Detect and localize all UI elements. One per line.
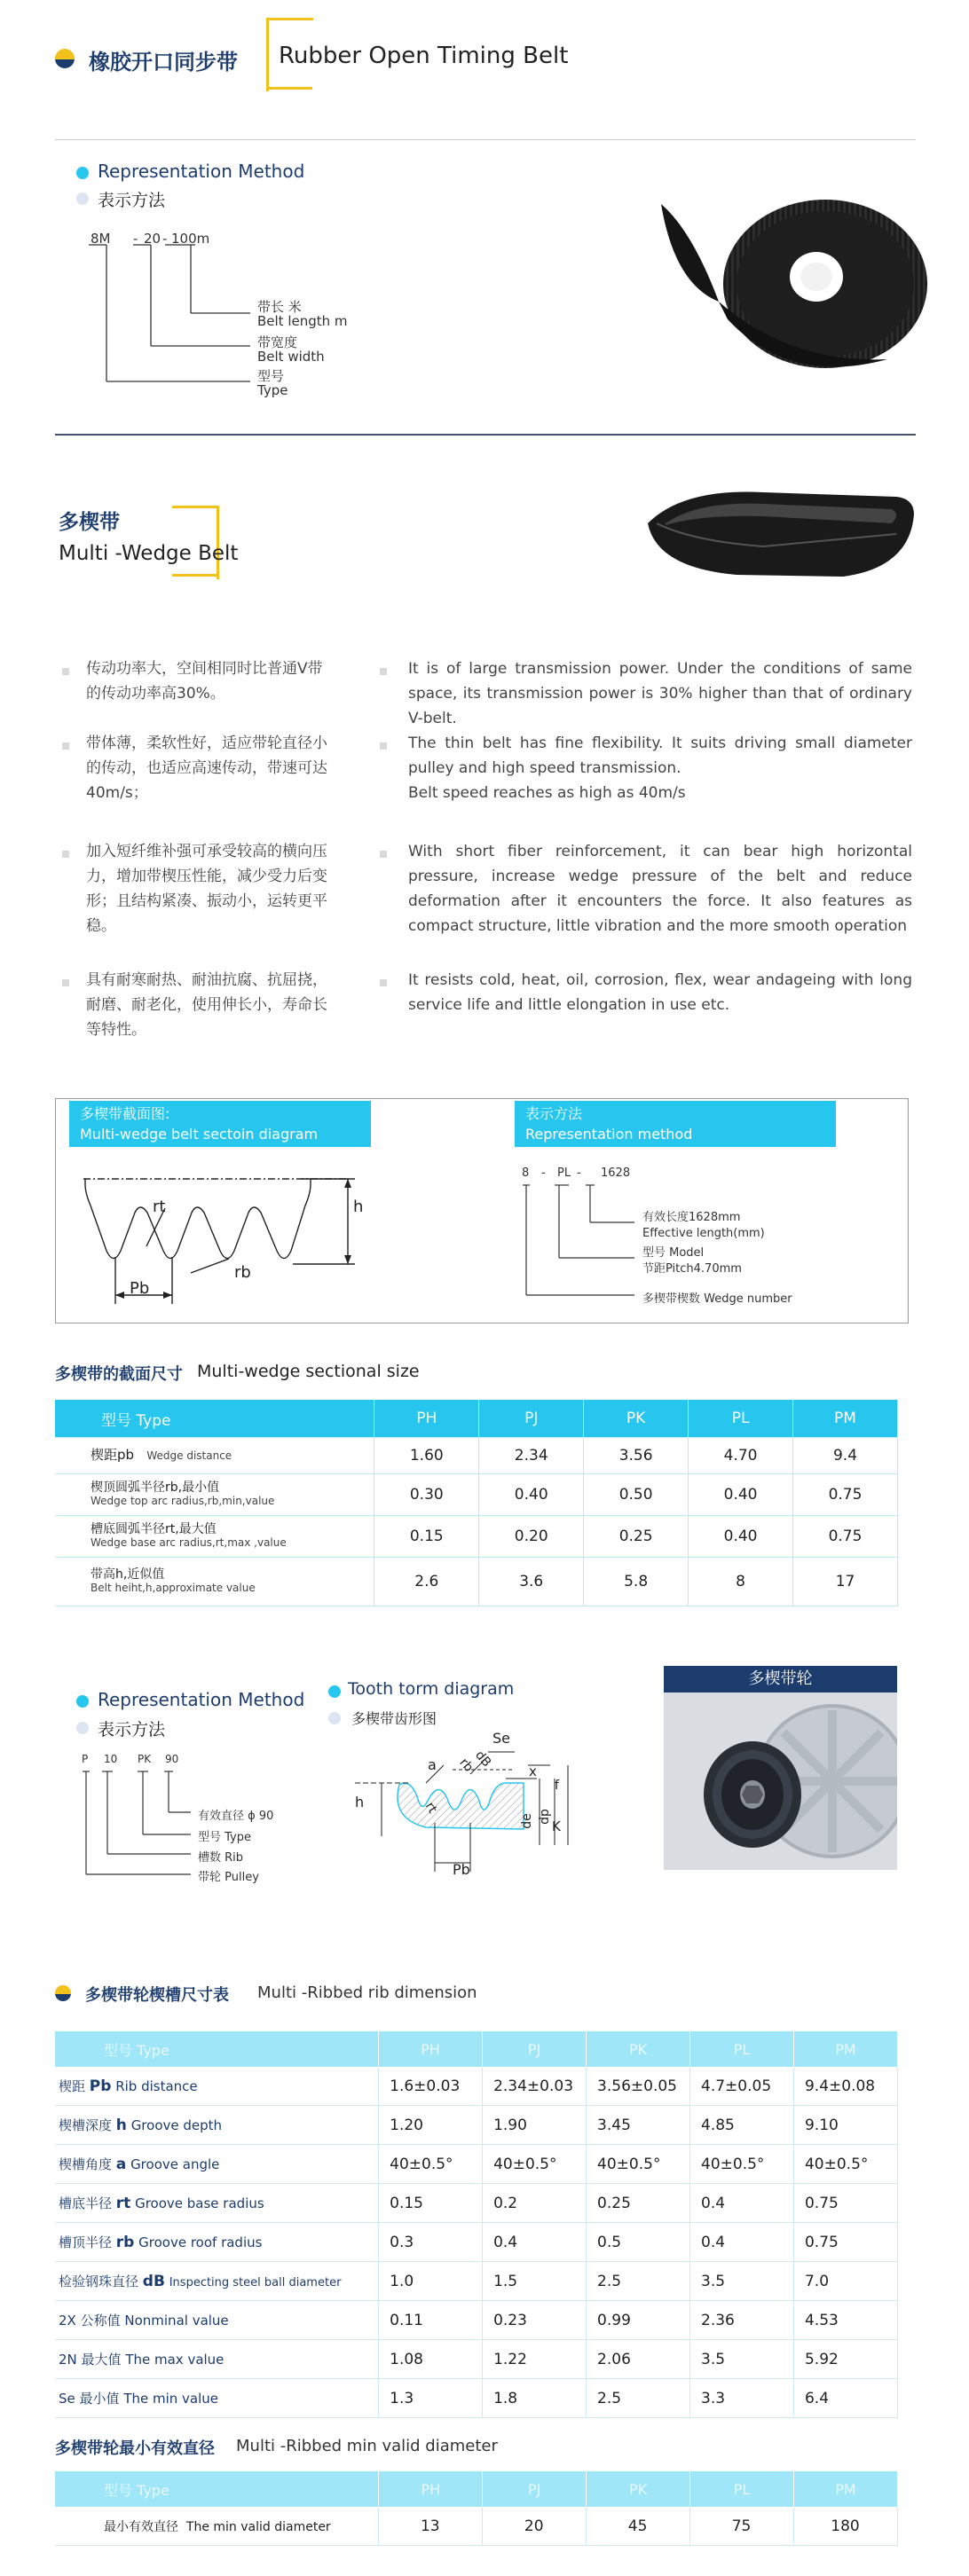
feature-2-en: The thin belt has fine flexibility. It suits driving small diameter pulley and high speed transmission. Belt speed reaches as high as 40m/s	[408, 734, 912, 802]
col-header: 型号 Type	[55, 2031, 379, 2067]
rep1-label-type: 型号 Type	[257, 368, 288, 398]
header-title-cn: 橡胶开口同步带	[89, 50, 238, 75]
col-header: 型号 Type	[55, 2471, 379, 2507]
rep2-code-b: 10	[104, 1753, 118, 1765]
col-header: 型号 Type	[55, 1400, 374, 1438]
row-label: 带高h,近似值 Belt heiht,h,approximate value	[55, 1558, 374, 1606]
rep2-title-cn: 表示方法	[98, 1720, 166, 1740]
title-bracket-bottom	[268, 87, 312, 90]
tooth-label-h: h	[355, 1794, 365, 1810]
tooth-label-pb: Pb	[453, 1861, 470, 1878]
table-cell: 0.5	[587, 2223, 690, 2262]
rep2-label-rib: 槽数 Rib	[198, 1851, 244, 1865]
diagram-right-header: 表示方法 Representation method	[515, 1101, 836, 1147]
table-cell: 0.30	[374, 1474, 479, 1516]
table-cell: 4.7±0.05	[690, 2067, 794, 2106]
feature-bullet	[380, 668, 387, 675]
table-cell: 3.56±0.05	[587, 2067, 690, 2106]
wedge-belt-image	[630, 470, 923, 594]
table-cell: 1.20	[379, 2106, 483, 2145]
diagram-label-rt: rt	[153, 1198, 166, 1216]
rep-code-c: 1628	[601, 1166, 631, 1180]
wedge-title-cn: 多楔带	[59, 511, 120, 534]
table-cell: 3.6	[479, 1558, 584, 1606]
rep-label-length: 有效长度1628mm Effective length(mm)	[642, 1211, 765, 1240]
table-cell: 40±0.5°	[379, 2145, 483, 2184]
table-cell: 0.23	[483, 2301, 587, 2340]
rep1-title-en: Representation Method	[98, 161, 305, 182]
section-dot-icon	[55, 1985, 71, 2001]
table-cell: 2.6	[374, 1558, 479, 1606]
feature-bullet	[62, 851, 69, 858]
table-cell: 7.0	[793, 2262, 897, 2301]
col-header: PJ	[483, 2471, 587, 2507]
feature-bullet	[380, 851, 387, 858]
row-label: 楔槽深度 h Groove depth	[55, 2106, 379, 2145]
rep-label-model: 型号 Model 节距Pitch4.70mm	[642, 1246, 742, 1276]
rep-code-b: PL	[557, 1166, 571, 1180]
table-cell: 75	[690, 2507, 794, 2546]
table-cell: 0.50	[584, 1474, 689, 1516]
table-cell: 40±0.5°	[483, 2145, 587, 2184]
section-size-table	[55, 1400, 898, 1606]
table-row	[55, 2223, 898, 2262]
rep2-title-en: Representation Method	[98, 1689, 305, 1710]
rep2-diagram	[75, 1752, 209, 1894]
table-cell: 8	[689, 1558, 793, 1606]
tooth-label-db: dB	[472, 1747, 494, 1771]
table-cell: 0.25	[587, 2184, 690, 2223]
table-cell: 0.99	[587, 2301, 690, 2340]
col-header: PM	[793, 1400, 898, 1438]
table-cell: 2.5	[587, 2379, 690, 2418]
col-header: PK	[587, 2031, 690, 2067]
section-table-title-en: Multi-wedge sectional size	[197, 1362, 420, 1381]
col-header: PJ	[483, 2031, 587, 2067]
table-cell: 3.3	[690, 2379, 794, 2418]
bullet-icon	[76, 192, 89, 205]
rib-table-title-en: Multi -Ribbed rib dimension	[257, 1983, 477, 2002]
table-cell: 3.45	[587, 2106, 690, 2145]
table-cell: 20	[483, 2507, 587, 2546]
table-cell: 9.4	[793, 1438, 898, 1474]
rep2-code-a: P	[82, 1753, 89, 1765]
table-cell: 45	[587, 2507, 690, 2546]
col-header: PM	[794, 2471, 898, 2507]
col-header: PJ	[479, 1400, 584, 1438]
bullet-icon	[328, 1712, 341, 1724]
row-label: 2N 最大值 The max value	[55, 2340, 379, 2379]
table-header-row	[55, 2471, 898, 2507]
tooth-title-cn: 多楔带齿形图	[351, 1710, 437, 1727]
table-row	[55, 1558, 898, 1606]
table-cell: 1.0	[379, 2262, 483, 2301]
tooth-label-a: a	[428, 1756, 437, 1773]
table-row	[55, 1438, 898, 1474]
section-dot-icon	[55, 49, 75, 68]
feature-3-en: With short fiber reinforcement, it can bear high horizontal pressure, increase wedge pressure of the belt and reduce deformation after it encounters the force. It also features as compact structure, little vibration and the more smooth operation	[408, 843, 912, 935]
rep2-code-c: PK	[138, 1753, 152, 1765]
rep1-code-a: 8M	[91, 231, 111, 247]
table-cell: 0.75	[793, 2184, 897, 2223]
table-cell: 0.40	[479, 1474, 584, 1516]
table-row	[55, 1516, 898, 1558]
table-cell: 3.56	[584, 1438, 689, 1474]
photo-label: 多楔带轮	[664, 1666, 897, 1692]
row-label: 2X 公称值 Nonminal value	[55, 2301, 379, 2340]
table-cell: 3.5	[690, 2262, 794, 2301]
table-cell: 3.5	[690, 2340, 794, 2379]
feature-4-cn: 具有耐寒耐热、耐油抗腐、抗屈挠，耐磨、耐老化，使用伸长小，寿命长等特性。	[86, 971, 327, 1039]
row-label: Se 最小值 The min value	[55, 2379, 379, 2418]
table-cell: 0.20	[479, 1516, 584, 1558]
section-table-title-cn: 多楔带的截面尺寸	[55, 1365, 183, 1384]
diagram-left-header: 多楔带截面图: Multi-wedge belt sectoin diagram	[69, 1101, 371, 1147]
table-header-row	[55, 2031, 898, 2067]
table-cell: 0.2	[483, 2184, 587, 2223]
row-label: 槽底圆弧半径rt,最大值 Wedge base arc radius,rt,max ,value	[55, 1516, 374, 1558]
min-diameter-table	[55, 2471, 898, 2546]
header-title-en: Rubber Open Timing Belt	[279, 43, 569, 69]
rep2-label-pulley: 带轮 Pulley	[198, 1871, 259, 1884]
table-cell: 2.34	[479, 1438, 584, 1474]
table-row	[55, 2507, 898, 2546]
rep-label-wedge-number: 多楔带楔数 Wedge number	[642, 1292, 792, 1306]
min-table-title-en: Multi -Ribbed min valid diameter	[236, 2437, 498, 2455]
rep1-code-c: 100m	[171, 231, 210, 247]
table-cell: 1.3	[379, 2379, 483, 2418]
tooth-label-de: de	[519, 1813, 534, 1829]
table-header-row	[55, 1400, 898, 1438]
rep2-label-type: 型号 Type	[198, 1831, 251, 1844]
min-table-title-cn: 多楔带轮最小有效直径	[55, 2439, 215, 2458]
table-cell: 180	[794, 2507, 898, 2546]
row-label: 最小有效直径 The min valid diameter	[55, 2507, 379, 2546]
feature-1-cn: 传动功率大，空间相同时比普通V带的传动功率高30%。	[86, 660, 323, 703]
divider	[55, 434, 916, 436]
row-label: 槽底半径 rt Groove base radius	[55, 2184, 379, 2223]
row-label: 楔槽角度 a Groove angle	[55, 2145, 379, 2184]
table-cell: 1.60	[374, 1438, 479, 1474]
tooth-label-dp: dp	[537, 1809, 552, 1825]
feature-2-cn: 带体薄，柔软性好，适应带轮直径小的传动，也适应高速传动，带速可达40m/s；	[86, 734, 327, 802]
rep1-label-width: 带宽度 Belt width	[257, 334, 325, 365]
table-cell: 0.40	[689, 1474, 793, 1516]
table-cell: 4.70	[689, 1438, 793, 1474]
col-header: PK	[587, 2471, 690, 2507]
col-header: PH	[374, 1400, 479, 1438]
rep1-label-length: 带长 米 Belt length m	[257, 299, 348, 329]
feature-1-en: It is of large transmission power. Under the conditions of same space, its transmission power is 30% higher than that of ordinary V-belt.	[408, 660, 912, 727]
table-cell: 0.75	[793, 1516, 898, 1558]
rib-table-title-cn: 多楔带轮楔槽尺寸表	[85, 1986, 229, 2005]
row-label: 槽顶半径 rb Groove roof radius	[55, 2223, 379, 2262]
table-cell: 5.92	[793, 2340, 897, 2379]
divider	[55, 139, 916, 140]
table-cell: 0.75	[793, 1474, 898, 1516]
table-cell: 2.34±0.03	[483, 2067, 587, 2106]
table-cell: 4.85	[690, 2106, 794, 2145]
diagram-label-pb: Pb	[130, 1279, 150, 1298]
bullet-icon	[76, 1695, 89, 1708]
table-cell: 0.4	[690, 2184, 794, 2223]
timing-belt-image	[657, 177, 949, 408]
table-cell: 2.36	[690, 2301, 794, 2340]
table-row	[55, 2145, 898, 2184]
col-header: PK	[584, 1400, 689, 1438]
rep2-label-diameter: 有效直径 ϕ 90	[198, 1810, 274, 1823]
table-cell: 17	[793, 1558, 898, 1606]
feature-bullet	[62, 742, 69, 750]
table-cell: 2.06	[587, 2340, 690, 2379]
table-cell: 9.4±0.08	[793, 2067, 897, 2106]
table-row	[55, 1474, 898, 1516]
table-row	[55, 2106, 898, 2145]
wedge-section-diagram	[80, 1166, 373, 1308]
feature-3-cn: 加入短纤维补强可承受较高的横向压力，增加带楔压性能，减少受力后变形；且结构紧凑、振动小，运转更平稳。	[86, 843, 327, 935]
feature-bullet	[62, 668, 69, 675]
table-cell: 0.15	[379, 2184, 483, 2223]
rep2-code-d: 90	[165, 1753, 179, 1765]
feature-bullet	[380, 979, 387, 986]
col-header: PM	[793, 2031, 897, 2067]
table-cell: 4.53	[793, 2301, 897, 2340]
bullet-icon	[76, 167, 89, 179]
table-row	[55, 2301, 898, 2340]
table-cell: 40±0.5°	[587, 2145, 690, 2184]
table-cell: 0.3	[379, 2223, 483, 2262]
table-cell: 9.10	[793, 2106, 897, 2145]
table-cell: 0.40	[689, 1516, 793, 1558]
table-row	[55, 2184, 898, 2223]
table-cell: 40±0.5°	[793, 2145, 897, 2184]
table-cell: 0.25	[584, 1516, 689, 1558]
table-cell: 2.5	[587, 2262, 690, 2301]
diagram-label-rb: rb	[234, 1263, 251, 1282]
table-row	[55, 2067, 898, 2106]
feature-bullet	[380, 742, 387, 750]
row-label: 楔顶圆弧半径rb,最小值 Wedge top arc radius,rb,min,value	[55, 1474, 374, 1516]
feature-4-en: It resists cold, heat, oil, corrosion, flex, wear andageing with long service life and little elongation in use etc.	[408, 971, 912, 1014]
bullet-icon	[328, 1685, 341, 1698]
table-cell: 13	[379, 2507, 483, 2546]
tooth-label-rb: rb	[456, 1755, 477, 1775]
tooth-title-en: Tooth torm diagram	[348, 1679, 515, 1699]
diagram-label-h: h	[353, 1198, 364, 1216]
rib-dimension-table	[55, 2031, 898, 2418]
bullet-icon	[76, 1722, 89, 1734]
table-cell: 0.11	[379, 2301, 483, 2340]
row-label: 楔距 Pb Rib distance	[55, 2067, 379, 2106]
col-header: PL	[690, 2031, 794, 2067]
tooth-label-rt: rt	[421, 1800, 440, 1816]
table-cell: 40±0.5°	[690, 2145, 794, 2184]
table-row	[55, 2379, 898, 2418]
tooth-label-k: K	[552, 1818, 561, 1834]
rep-code-a: 8	[522, 1166, 530, 1180]
col-header: PH	[379, 2471, 483, 2507]
rep1-code-b: 20	[144, 231, 162, 247]
table-cell: 0.4	[483, 2223, 587, 2262]
table-cell: 0.4	[690, 2223, 794, 2262]
tooth-label-f: f	[555, 1779, 559, 1793]
table-cell: 0.15	[374, 1516, 479, 1558]
table-cell: 1.90	[483, 2106, 587, 2145]
row-label: 楔距pb Wedge distance	[55, 1438, 374, 1474]
table-cell: 1.6±0.03	[379, 2067, 483, 2106]
table-cell: 5.8	[584, 1558, 689, 1606]
feature-bullet	[62, 979, 69, 986]
wedge-bracket-bottom	[172, 574, 219, 577]
tooth-label-se: Se	[492, 1730, 510, 1747]
table-row	[55, 2340, 898, 2379]
table-row	[55, 2262, 898, 2301]
table-cell: 1.08	[379, 2340, 483, 2379]
table-cell: 0.75	[793, 2223, 897, 2262]
pulley-photo	[664, 1666, 897, 1870]
wedge-title-en: Multi -Wedge Belt	[59, 542, 239, 565]
table-cell: 1.5	[483, 2262, 587, 2301]
row-label: 检验钢珠直径 dB Inspecting steel ball diameter	[55, 2262, 379, 2301]
rep1-title-cn: 表示方法	[98, 191, 166, 210]
col-header: PH	[379, 2031, 483, 2067]
tooth-label-x: x	[529, 1763, 537, 1779]
col-header: PL	[689, 1400, 793, 1438]
table-cell: 1.8	[483, 2379, 587, 2418]
table-cell: 1.22	[483, 2340, 587, 2379]
col-header: PL	[690, 2471, 794, 2507]
table-cell: 6.4	[793, 2379, 897, 2418]
